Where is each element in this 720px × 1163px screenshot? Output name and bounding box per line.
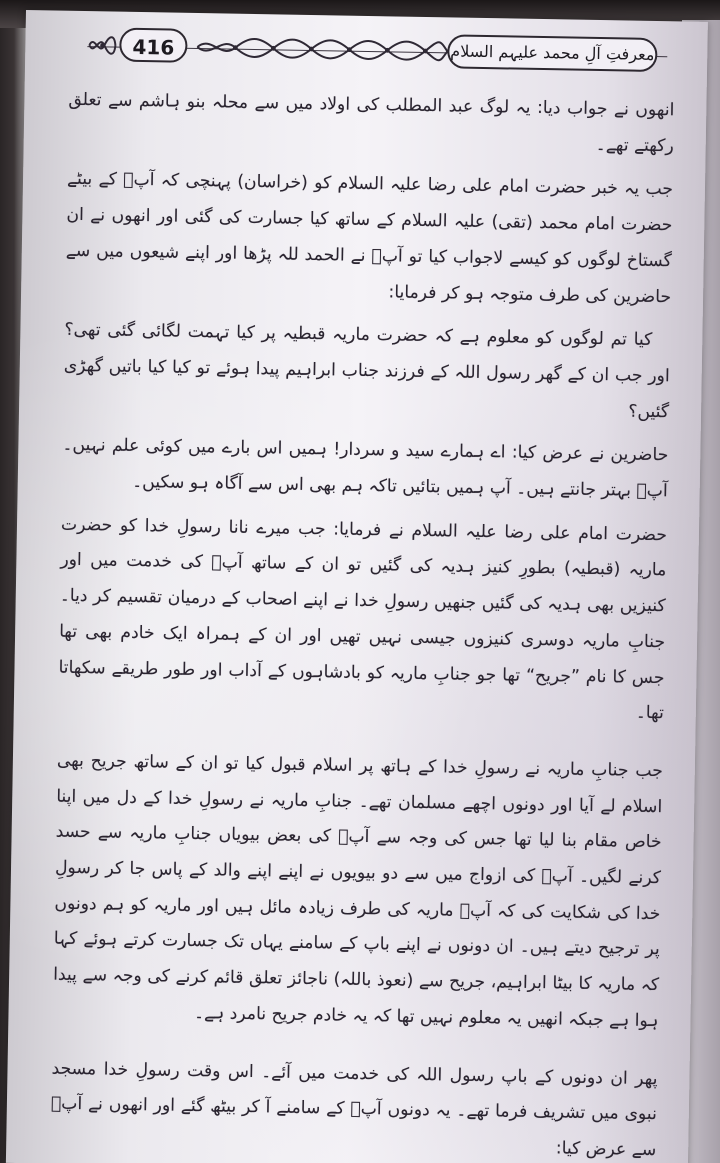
book-page [6,10,708,1163]
page-number: 416 [119,28,188,63]
paragraph: پھر ان دونوں کے باپ رسول اللہ کی خدمت میں آئے۔ اس وقت رسولِ خدا مسجد نبوی میں تشریف فرما تھے۔ یہ دونوں آپؑ کے سامنے آ کر بیٹھ گئے اور انھوں نے آپؑ سے عرض کیا: [50,1058,658,1161]
paragraph: جب یہ خبر حضرت امام علی رضا علیہ السلام کو (خراسان) پہنچی کہ آپؑ کے بیٹے حضرت امام محمد (تقی) علیہ السلام کے ساتھ کیا جسارت کی گئی اور انھوں نے ان گستاخ لوگوں کو کیسے لاجواب کیا تو آپؑ نے الحمد للہ پڑھا اور اپنے شیعوں میں سے حاضرین کی طرف متوجہ ہو کر فرمایا: [65,169,674,307]
paragraph: کیا تم لوگوں کو معلوم ہے کہ حضرت ماریہ قبطیہ پر کیا تہمت لگائی گئی تھی؟ اور جب ان کے گھر رسول اللہ کے فرزند جناب ابراہیم پیدا ہوئے تو کیا کیا باتیں گھڑی گئیں؟ [63,319,670,422]
middle-ornament-icon [193,33,451,65]
paragraph: انھوں نے جواب دیا: یہ لوگ عبد المطلب کی اولاد میں سے محلہ بنو ہاشم سے تعلق رکھتے تھے۔ [68,89,675,157]
page-text [50,83,675,1163]
paragraph: جب جنابِ ماریہ نے رسولِ خدا کے ہاتھ پر اسلام قبول کیا تو ان کے ساتھ جریح بھی اسلام لے آیا اور دونوں اچھے مسلمان تھے۔ جنابِ ماریہ نے رسولِ خدا کے دل میں اپنا خاص مقام بنا لیا تھا جس کی وجہ سے آپؑ کی بعض بیویاں جنابِ ماریہ سے حسد کرنے لگیں۔ آپؑ کی ازواج میں سے دو بیویوں نے اپنے اپنے والد کے پاس جا کر رسولِ خدا کی شکایت کی کہ آپؑ ماریہ کی طرف زیادہ مائل ہیں اور ماریہ کو ہم دونوں پر ترجیح دیتے ہیں۔ ان دونوں نے اپنے باپ کے سامنے یہاں تک جسارت کرتے ہوئے کہا کہ ماریہ کا بیٹا ابراہیم، جریح سے (نعوذ باللہ) ناجائز تعلق قائم کرنے کی وجہ سے پیدا ہوا ہے جبکہ انھیں یہ معلوم نہیں تھا کہ یہ خادم جریح نامرد ہے۔ [52,750,663,1032]
page-header [87,23,668,77]
paragraph: حضرت امام علی رضا علیہ السلام نے فرمایا: جب میرے نانا رسولِ خدا کو حضرت ماریہ (قبطیہ) بطورِ کنیز ہدیہ کی گئیں تو ان کے ساتھ آپؑ کی خدمت میں اور کنیزیں بھی ہدیہ کی گئیں جنھیں رسولِ خدا نے اپنے اصحاب کے درمیان تقسیم کر دیا۔ جنابِ ماریہ دوسری کنیزوں جیسی نہیں تھیں اور ان کے ہمراہ ایک خادم بھی تھا جس کا نام ”جریح“ تھا جو جنابِ ماریہ کو بادشاہوں کے آداب اور طور طریقے سکھاتا تھا۔ [58,514,668,724]
left-ornament-icon [87,31,117,60]
paragraph: حاضرین نے عرض کیا: اے ہمارے سید و سردار! ہمیں اس بارے میں کوئی علم نہیں۔ آپؑ بہتر جانتے ہیں۔ آپ ہمیں بتائیں تاکہ ہم بھی اس سے آگاہ ہو سکیں۔ [62,435,669,502]
running-title: معرفتِ آلِ محمد علیہم السلام [447,34,658,72]
